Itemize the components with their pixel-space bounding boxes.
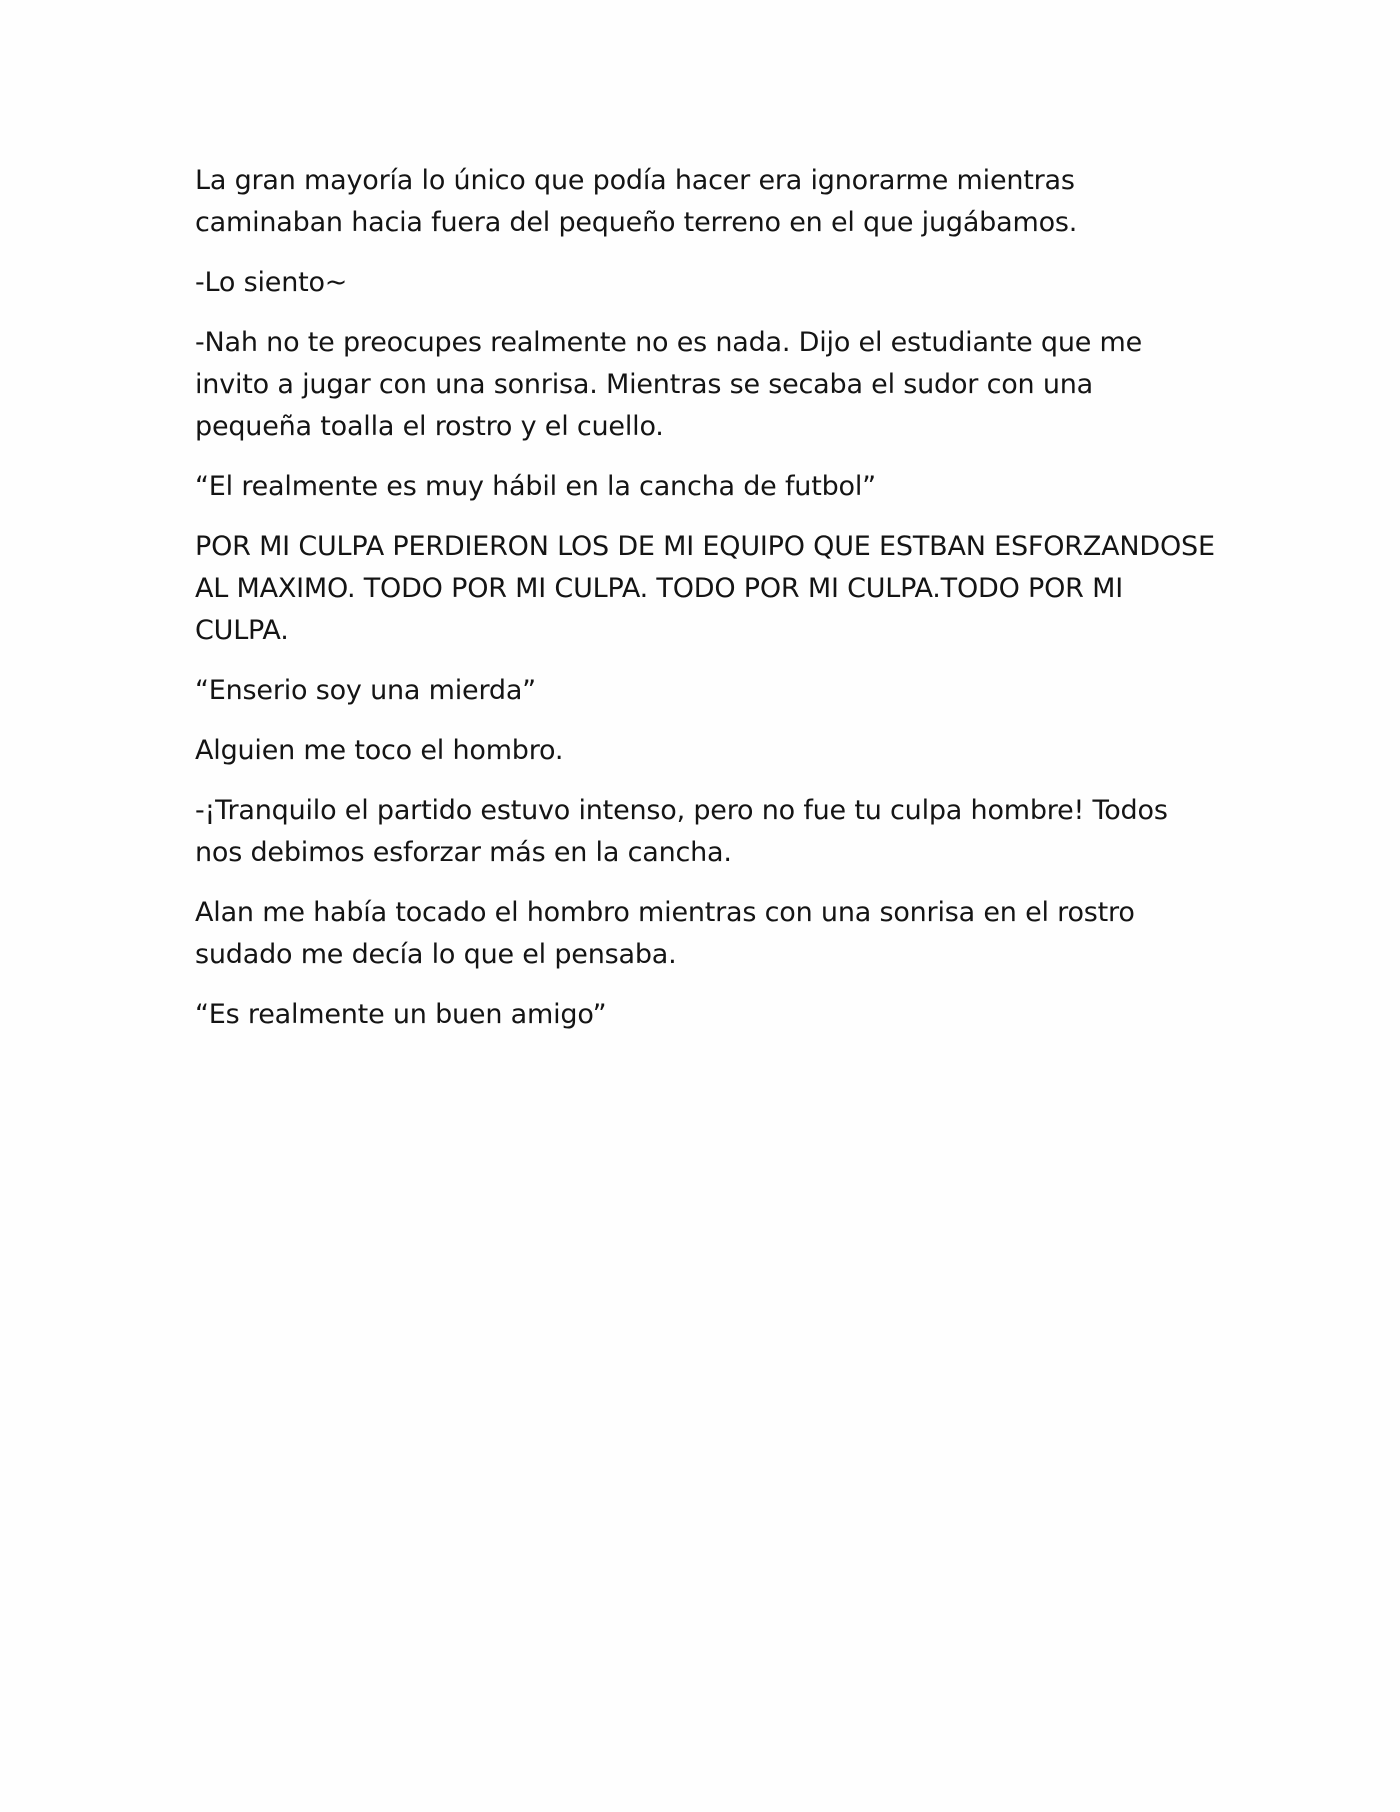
paragraph: -Nah no te preocupes realmente no es nada. Dijo el estudiante que me invito a jugar con una sonrisa. Mientras se secaba el sudor con una pequeña toalla el rostro y el cuello.: [195, 327, 1143, 442]
paragraph: -¡Tranquilo el partido estuvo intenso, pero no fue tu culpa hombre! Todos nos debimos esforzar más en la cancha.: [195, 795, 1168, 868]
paragraph: -Lo siento~: [195, 267, 348, 298]
paragraph: “Es realmente un buen amigo”: [195, 999, 607, 1030]
paragraph: POR MI CULPA PERDIERON LOS DE MI EQUIPO QUE ESTBAN ESFORZANDOSE AL MAXIMO. TODO POR MI CULPA. TODO POR MI CULPA.TODO POR MI CULPA.: [195, 531, 1215, 646]
paragraph: Alguien me toco el hombro.: [195, 735, 564, 766]
paragraph: Alan me había tocado el hombro mientras con una sonrisa en el rostro sudado me decía lo que el pensaba.: [195, 897, 1135, 970]
document-body: [195, 160, 1215, 1054]
paragraph: “El realmente es muy hábil en la cancha de futbol”: [195, 471, 876, 502]
paragraph: La gran mayoría lo único que podía hacer era ignorarme mientras caminaban hacia fuera del pequeño terreno en el que jugábamos.: [195, 165, 1078, 238]
paragraph: “Enserio soy una mierda”: [195, 675, 536, 706]
